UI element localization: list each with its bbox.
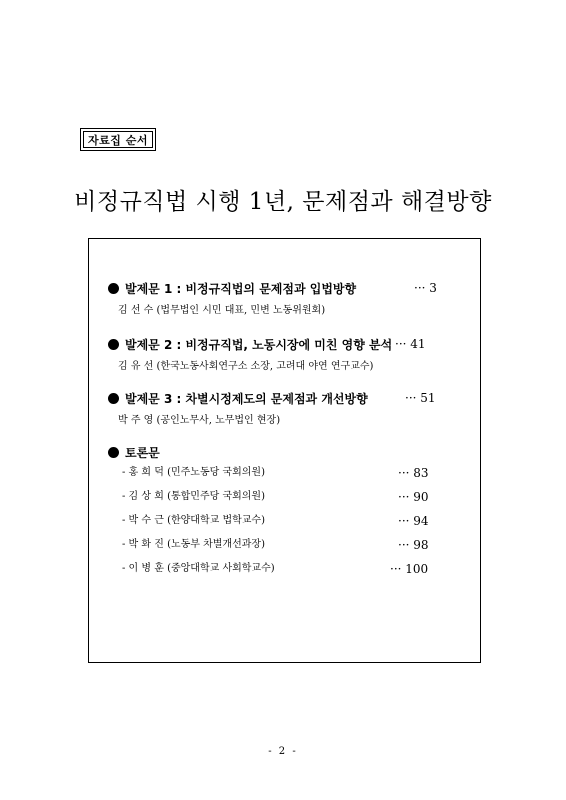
toc-section-3 — [108, 389, 438, 426]
toc-section-label: 발제문 1 : 비정규직법의 문제점과 입법방향 — [125, 281, 357, 296]
page-number: - 2 - — [268, 746, 298, 757]
debater-name: - 홍 희 덕 (민주노동당 국회의원) — [122, 467, 265, 478]
toc-section-heading — [108, 443, 438, 461]
list-item — [122, 512, 442, 536]
bullet-icon — [108, 447, 119, 458]
bullet-icon — [108, 393, 119, 404]
toc-debate-section — [108, 443, 438, 461]
document-title: 비정규직법 시행 1년, 문제점과 해결방향 — [74, 189, 492, 215]
list-item — [122, 488, 442, 512]
toc-page-ref: ··· 83 — [398, 466, 429, 480]
toc-section-heading — [108, 389, 438, 407]
toc-page-ref: ··· 41 — [395, 337, 426, 351]
section-tag-box — [80, 128, 156, 151]
toc-presenter: 김 유 선 (한국노동사회연구소 소장, 고려대 야연 연구교수) — [118, 361, 374, 372]
toc-presenter: 김 선 수 (법무법인 시민 대표, 민변 노동위원회) — [118, 305, 326, 316]
bullet-icon — [108, 339, 119, 350]
toc-section-2 — [108, 335, 438, 372]
toc-page-ref: ··· 3 — [414, 281, 437, 295]
list-item — [122, 560, 442, 584]
toc-page-ref: ··· 90 — [398, 490, 429, 504]
toc-section-label: 토론문 — [125, 445, 160, 460]
list-item — [122, 536, 442, 560]
toc-page-ref: ··· 51 — [405, 391, 436, 405]
toc-presenter: 박 주 영 (공인노무사, 노무법인 현장) — [118, 415, 281, 426]
toc-page-ref: ··· 98 — [398, 538, 429, 552]
bullet-icon — [108, 283, 119, 294]
toc-section-1 — [108, 279, 438, 316]
list-item — [122, 464, 442, 488]
debater-name: - 박 화 진 (노동부 차별개선과장) — [122, 539, 265, 550]
toc-page-ref: ··· 94 — [398, 514, 429, 528]
toc-section-heading — [108, 279, 438, 297]
toc-page-ref: ··· 100 — [390, 562, 429, 576]
toc-section-label: 발제문 3 : 차별시정제도의 문제점과 개선방향 — [125, 391, 368, 406]
toc-section-label: 발제문 2 : 비정규직법, 노동시장에 미친 영향 분석 — [125, 337, 393, 352]
toc-section-heading — [108, 335, 438, 353]
debater-name: - 김 상 희 (통합민주당 국회의원) — [122, 491, 265, 502]
debaters-list — [122, 464, 442, 584]
section-tag-label: 자료집 순서 — [83, 131, 153, 148]
debater-name: - 박 수 근 (한양대학교 법학교수) — [122, 515, 265, 526]
debater-name: - 이 병 훈 (중앙대학교 사회학교수) — [122, 563, 275, 574]
